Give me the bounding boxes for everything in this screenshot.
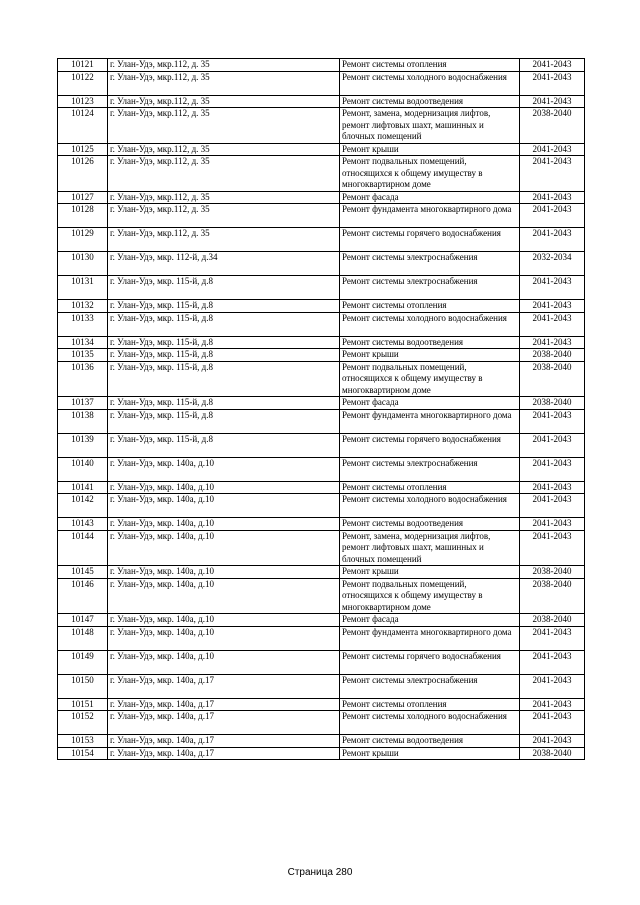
row-id-cell: 10141 [58, 481, 108, 494]
table-row [58, 518, 585, 531]
table-row [58, 191, 585, 204]
row-period-cell: 2041-2043 [520, 71, 585, 95]
row-work-cell: Ремонт системы горячего водоснабжения [340, 433, 520, 457]
row-id-cell: 10132 [58, 300, 108, 313]
table-row [58, 711, 585, 735]
row-address-cell: г. Улан-Удэ, мкр.112, д. 35 [108, 71, 340, 95]
row-address-cell: г. Улан-Удэ, мкр. 140а, д.10 [108, 578, 340, 614]
row-work-cell: Ремонт, замена, модернизация лифтов, ремонт лифтовых шахт, машинных и блочных помещений [340, 530, 520, 566]
row-work-cell: Ремонт крыши [340, 566, 520, 579]
row-address-cell: г. Улан-Удэ, мкр. 140а, д.10 [108, 457, 340, 481]
table-row [58, 204, 585, 228]
row-id-cell: 10154 [58, 747, 108, 760]
table-row [58, 735, 585, 748]
row-period-cell: 2041-2043 [520, 228, 585, 252]
row-period-cell: 2041-2043 [520, 433, 585, 457]
row-period-cell: 2041-2043 [520, 276, 585, 300]
row-id-cell: 10147 [58, 614, 108, 627]
row-address-cell: г. Улан-Удэ, мкр. 115-й, д.8 [108, 300, 340, 313]
row-address-cell: г. Улан-Удэ, мкр. 140а, д.10 [108, 494, 340, 518]
row-work-cell: Ремонт системы холодного водоснабжения [340, 71, 520, 95]
row-work-cell: Ремонт системы электроснабжения [340, 252, 520, 276]
row-address-cell: г. Улан-Удэ, мкр. 115-й, д.8 [108, 336, 340, 349]
row-id-cell: 10127 [58, 191, 108, 204]
row-work-cell: Ремонт подвальных помещений, относящихся к общему имуществу в многоквартирном доме [340, 361, 520, 397]
row-address-cell: г. Улан-Удэ, мкр.112, д. 35 [108, 191, 340, 204]
row-address-cell: г. Улан-Удэ, мкр. 140а, д.17 [108, 747, 340, 760]
row-id-cell: 10133 [58, 312, 108, 336]
table-row [58, 614, 585, 627]
table-row [58, 433, 585, 457]
row-period-cell: 2041-2043 [520, 312, 585, 336]
row-work-cell: Ремонт фасада [340, 397, 520, 410]
row-period-cell: 2038-2040 [520, 614, 585, 627]
row-work-cell: Ремонт системы отопления [340, 481, 520, 494]
row-address-cell: г. Улан-Удэ, мкр. 115-й, д.8 [108, 312, 340, 336]
row-period-cell: 2041-2043 [520, 735, 585, 748]
row-period-cell: 2041-2043 [520, 300, 585, 313]
row-period-cell: 2041-2043 [520, 674, 585, 698]
row-work-cell: Ремонт фундамента многоквартирного дома [340, 204, 520, 228]
row-address-cell: г. Улан-Удэ, мкр.112, д. 35 [108, 95, 340, 108]
table-row [58, 626, 585, 650]
row-id-cell: 10140 [58, 457, 108, 481]
row-id-cell: 10153 [58, 735, 108, 748]
row-work-cell: Ремонт системы водоотведения [340, 518, 520, 531]
row-id-cell: 10125 [58, 143, 108, 156]
table-body [58, 59, 585, 760]
row-address-cell: г. Улан-Удэ, мкр. 140а, д.17 [108, 674, 340, 698]
row-address-cell: г. Улан-Удэ, мкр.112, д. 35 [108, 143, 340, 156]
row-id-cell: 10144 [58, 530, 108, 566]
table-row [58, 698, 585, 711]
table-row [58, 71, 585, 95]
row-work-cell: Ремонт системы электроснабжения [340, 276, 520, 300]
row-period-cell: 2041-2043 [520, 156, 585, 192]
row-address-cell: г. Улан-Удэ, мкр. 140а, д.10 [108, 518, 340, 531]
table-row [58, 650, 585, 674]
row-id-cell: 10135 [58, 349, 108, 362]
row-id-cell: 10121 [58, 59, 108, 72]
row-period-cell: 2041-2043 [520, 481, 585, 494]
row-address-cell: г. Улан-Удэ, мкр. 115-й, д.8 [108, 409, 340, 433]
row-address-cell: г. Улан-Удэ, мкр. 140а, д.10 [108, 481, 340, 494]
row-id-cell: 10151 [58, 698, 108, 711]
row-address-cell: г. Улан-Удэ, мкр. 115-й, д.8 [108, 276, 340, 300]
row-period-cell: 2041-2043 [520, 59, 585, 72]
row-id-cell: 10146 [58, 578, 108, 614]
row-period-cell: 2041-2043 [520, 494, 585, 518]
row-address-cell: г. Улан-Удэ, мкр.112, д. 35 [108, 108, 340, 144]
capital-repair-table [57, 58, 585, 760]
table-row [58, 494, 585, 518]
row-work-cell: Ремонт системы горячего водоснабжения [340, 650, 520, 674]
row-work-cell: Ремонт фундамента многоквартирного дома [340, 626, 520, 650]
row-id-cell: 10131 [58, 276, 108, 300]
table-row [58, 95, 585, 108]
row-work-cell: Ремонт крыши [340, 747, 520, 760]
row-work-cell: Ремонт системы отопления [340, 300, 520, 313]
row-work-cell: Ремонт системы холодного водоснабжения [340, 711, 520, 735]
row-id-cell: 10124 [58, 108, 108, 144]
row-period-cell: 2041-2043 [520, 626, 585, 650]
table-row [58, 566, 585, 579]
row-address-cell: г. Улан-Удэ, мкр.112, д. 35 [108, 59, 340, 72]
row-period-cell: 2032-2034 [520, 252, 585, 276]
row-id-cell: 10134 [58, 336, 108, 349]
row-period-cell: 2041-2043 [520, 143, 585, 156]
row-id-cell: 10148 [58, 626, 108, 650]
row-period-cell: 2041-2043 [520, 518, 585, 531]
row-work-cell: Ремонт системы электроснабжения [340, 457, 520, 481]
page-number: Страница 280 [287, 867, 353, 878]
row-work-cell: Ремонт подвальных помещений, относящихся к общему имуществу в многоквартирном доме [340, 578, 520, 614]
table-row [58, 361, 585, 397]
row-period-cell: 2041-2043 [520, 711, 585, 735]
row-id-cell: 10149 [58, 650, 108, 674]
table-row [58, 457, 585, 481]
row-id-cell: 10129 [58, 228, 108, 252]
table-row [58, 530, 585, 566]
row-work-cell: Ремонт, замена, модернизация лифтов, ремонт лифтовых шахт, машинных и блочных помещений [340, 108, 520, 144]
table-row [58, 59, 585, 72]
row-id-cell: 10142 [58, 494, 108, 518]
row-address-cell: г. Улан-Удэ, мкр. 140а, д.10 [108, 626, 340, 650]
row-id-cell: 10150 [58, 674, 108, 698]
row-work-cell: Ремонт системы отопления [340, 698, 520, 711]
table-row [58, 349, 585, 362]
row-id-cell: 10145 [58, 566, 108, 579]
row-id-cell: 10139 [58, 433, 108, 457]
row-address-cell: г. Улан-Удэ, мкр. 140а, д.17 [108, 735, 340, 748]
row-address-cell: г. Улан-Удэ, мкр. 115-й, д.8 [108, 397, 340, 410]
row-address-cell: г. Улан-Удэ, мкр. 115-й, д.8 [108, 433, 340, 457]
row-address-cell: г. Улан-Удэ, мкр. 140а, д.17 [108, 698, 340, 711]
row-work-cell: Ремонт системы холодного водоснабжения [340, 312, 520, 336]
row-work-cell: Ремонт системы электроснабжения [340, 674, 520, 698]
table-row [58, 312, 585, 336]
row-period-cell: 2038-2040 [520, 578, 585, 614]
row-period-cell: 2041-2043 [520, 457, 585, 481]
row-id-cell: 10123 [58, 95, 108, 108]
table-row [58, 481, 585, 494]
row-work-cell: Ремонт фасада [340, 614, 520, 627]
row-id-cell: 10136 [58, 361, 108, 397]
row-work-cell: Ремонт системы водоотведения [340, 735, 520, 748]
row-id-cell: 10138 [58, 409, 108, 433]
row-address-cell: г. Улан-Удэ, мкр.112, д. 35 [108, 228, 340, 252]
table-row [58, 747, 585, 760]
table-row [58, 300, 585, 313]
row-address-cell: г. Улан-Удэ, мкр. 140а, д.10 [108, 614, 340, 627]
table-row [58, 252, 585, 276]
table-row [58, 578, 585, 614]
row-address-cell: г. Улан-Удэ, мкр.112, д. 35 [108, 204, 340, 228]
table-row [58, 336, 585, 349]
table-row [58, 108, 585, 144]
row-work-cell: Ремонт подвальных помещений, относящихся к общему имуществу в многоквартирном доме [340, 156, 520, 192]
row-address-cell: г. Улан-Удэ, мкр. 140а, д.17 [108, 711, 340, 735]
row-address-cell: г. Улан-Удэ, мкр. 140а, д.10 [108, 650, 340, 674]
row-period-cell: 2041-2043 [520, 409, 585, 433]
table-row [58, 156, 585, 192]
row-period-cell: 2038-2040 [520, 108, 585, 144]
row-period-cell: 2038-2040 [520, 566, 585, 579]
row-id-cell: 10126 [58, 156, 108, 192]
row-period-cell: 2041-2043 [520, 698, 585, 711]
row-work-cell: Ремонт фасада [340, 191, 520, 204]
row-address-cell: г. Улан-Удэ, мкр. 140а, д.10 [108, 530, 340, 566]
row-period-cell: 2041-2043 [520, 191, 585, 204]
row-work-cell: Ремонт системы холодного водоснабжения [340, 494, 520, 518]
row-id-cell: 10130 [58, 252, 108, 276]
row-period-cell: 2041-2043 [520, 95, 585, 108]
row-period-cell: 2038-2040 [520, 361, 585, 397]
row-work-cell: Ремонт фундамента многоквартирного дома [340, 409, 520, 433]
table-row [58, 228, 585, 252]
row-address-cell: г. Улан-Удэ, мкр. 140а, д.10 [108, 566, 340, 579]
row-period-cell: 2041-2043 [520, 530, 585, 566]
table-row [58, 674, 585, 698]
row-id-cell: 10128 [58, 204, 108, 228]
row-period-cell: 2041-2043 [520, 336, 585, 349]
row-id-cell: 10152 [58, 711, 108, 735]
row-work-cell: Ремонт крыши [340, 143, 520, 156]
row-work-cell: Ремонт системы отопления [340, 59, 520, 72]
row-id-cell: 10137 [58, 397, 108, 410]
row-period-cell: 2038-2040 [520, 349, 585, 362]
row-period-cell: 2041-2043 [520, 650, 585, 674]
row-period-cell: 2038-2040 [520, 397, 585, 410]
table-row [58, 276, 585, 300]
row-address-cell: г. Улан-Удэ, мкр.112, д. 35 [108, 156, 340, 192]
row-id-cell: 10143 [58, 518, 108, 531]
table-row [58, 143, 585, 156]
table-row [58, 409, 585, 433]
table-row [58, 397, 585, 410]
row-address-cell: г. Улан-Удэ, мкр. 115-й, д.8 [108, 361, 340, 397]
row-work-cell: Ремонт крыши [340, 349, 520, 362]
row-period-cell: 2041-2043 [520, 204, 585, 228]
row-period-cell: 2038-2040 [520, 747, 585, 760]
row-work-cell: Ремонт системы горячего водоснабжения [340, 228, 520, 252]
row-work-cell: Ремонт системы водоотведения [340, 336, 520, 349]
row-address-cell: г. Улан-Удэ, мкр. 115-й, д.8 [108, 349, 340, 362]
row-work-cell: Ремонт системы водоотведения [340, 95, 520, 108]
row-id-cell: 10122 [58, 71, 108, 95]
row-address-cell: г. Улан-Удэ, мкр. 112-й, д.34 [108, 252, 340, 276]
